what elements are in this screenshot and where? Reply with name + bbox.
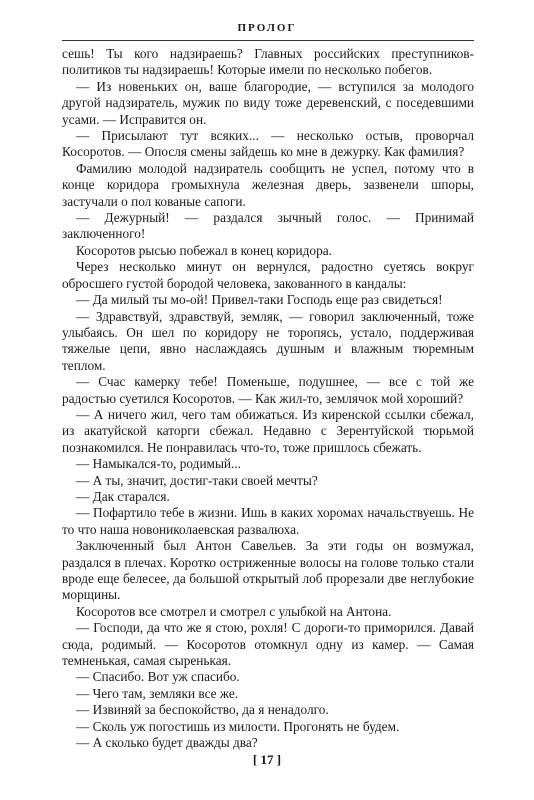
paragraph: — Чего там, земляки все же.	[76, 685, 239, 701]
paragraph: Косоротов все смотрел и смотрел с улыбкой на Антона.	[76, 603, 392, 619]
page-body	[62, 46, 474, 751]
header-rule	[62, 40, 474, 41]
paragraph: Фамилию молодой надзиратель сообщить не успел, потому что в конце коридора громыхнула железная дверь, зазвенели шпоры, застучали о пол кованые сапоги.	[62, 160, 474, 209]
paragraph: — Господи, да что же я стою, рохля! С дороги-то приморился. Давай сюда, родимый. — Косоротов отомкнул одну из камер. — Самая темненькая, самая сыренькая.	[62, 620, 474, 669]
paragraph: Косоротов рысью побежал в конец коридора.	[76, 242, 332, 258]
paragraph: — А ты, значит, достиг-таки своей мечты?	[76, 472, 318, 488]
paragraph: — Дежурный! — раздался зычный голос. — Принимай заключенного!	[62, 210, 474, 242]
paragraph: сешь! Ты кого надзираешь? Главных российских преступников-политиков ты надзираешь! Которые имели по несколько побегов.	[62, 46, 474, 78]
paragraph: — Из новеньких он, ваше благородие, — вступился за молодого другой надзиратель, мужик по виду тоже деревенский, с поседевшими усами. — Исправится он.	[62, 78, 474, 127]
paragraph: — Намыкался-то, родимый...	[76, 456, 241, 472]
paragraph: — Пофартило тебе в жизни. Ишь в каких хоромах начальствуешь. Не то что наша новониколаевская развалюха.	[62, 505, 474, 537]
paragraph: — А ничего жил, чего там обижаться. Из киренской ссылки сбежал, из акатуйской каторги сбежал. Недавно с Зерентуйской тюрьмой познакомился. Не понравилась что-то, тоже пришлось сбежать.	[62, 406, 474, 455]
paragraph: — Да милый ты мо-ой! Привел-таки Господь еще раз свидеться!	[76, 292, 443, 308]
paragraph: — Дак старался.	[76, 488, 170, 504]
paragraph: — Счас камерку тебе! Поменьше, подушнее, — все с той же радостью суетился Косоротов. — Как жил-то, землячок мой хороший?	[62, 374, 474, 406]
paragraph: Заключенный был Антон Савельев. За эти годы он возмужал, раздался в плечах. Коротко остриженные волосы на голове только стали вроде еще белесее, да большой открытый лоб прорезали две неглубокие морщины.	[62, 538, 474, 603]
page-number: [ 17 ]	[252, 752, 282, 767]
paragraph: — Присылают тут всяких... — несколько остыв, проворчал Косоротов. — Опосля смены зайдешь ко мне в дежурку. Как фамилия?	[62, 128, 474, 160]
running-header: ПРОЛОГ	[237, 22, 297, 34]
paragraph: — А сколько будет дважды два?	[76, 735, 258, 751]
paragraph: — Спасибо. Вот уж спасибо.	[76, 669, 240, 685]
paragraph: — Сколь уж погостишь из милости. Прогонять не будем.	[76, 718, 400, 734]
paragraph: — Здравствуй, здравствуй, земляк, — говорил заключенный, тоже улыбаясь. Он шел по коридору не торопясь, устало, поддерживая тяжелые цепи, явно наслаждаясь душным и влажным тюремным теплом.	[62, 308, 474, 373]
paragraph: Через несколько минут он вернулся, радостно суетясь вокруг обросшего густой бородой человека, закованного в кандалы:	[62, 259, 474, 291]
paragraph: — Извиняй за беспокойство, да я ненадолго.	[76, 702, 329, 718]
